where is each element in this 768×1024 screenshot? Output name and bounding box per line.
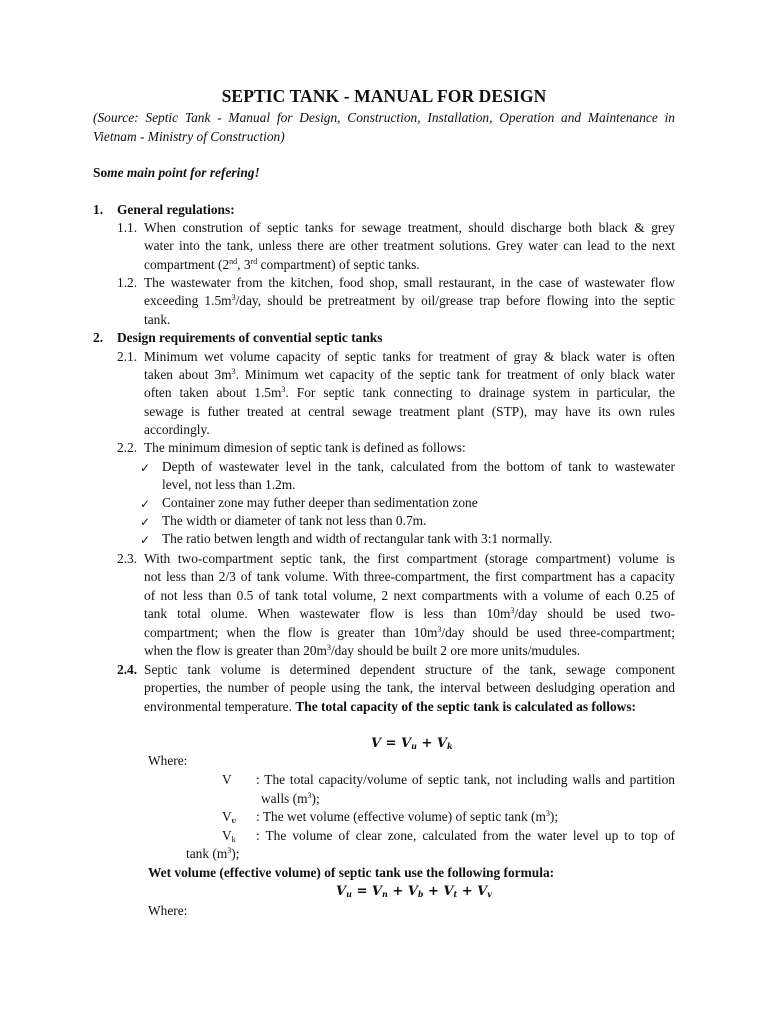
formula-wet-volume (336, 883, 492, 901)
justified-line (144, 605, 675, 623)
def-v-line-1 (256, 771, 675, 789)
check-item-3: The width or diameter of tank not less than 0.7m. (162, 513, 427, 528)
def-vu-symbol (222, 808, 236, 826)
item-2-3-line-5 (144, 624, 675, 642)
formula-symbol: V (371, 736, 382, 751)
def-v-symbol: V (222, 772, 232, 787)
check-item-text: Depth of wastewater level in the tank, calculated from the bottom of tank to wastewater (162, 459, 675, 474)
justified-line (144, 292, 675, 310)
text-fragment: tank (m (186, 846, 228, 861)
item-2-3-text-2: not less than 2/3 of tank volume. With three-compartment, the first compartment has a capacity (144, 569, 675, 584)
text-fragment: ); (231, 846, 240, 861)
item-2-3-line-1 (144, 550, 675, 568)
def-v-line-2 (261, 790, 320, 808)
checkmark-icon: ✓ (140, 497, 151, 511)
item-1-1-text-1: When constrution of septic tanks for sewage treatment, should discharge both black & grey (144, 220, 675, 235)
text-fragment: /day, should be pretreatment by oil/grease trap before flowing into the septic (235, 293, 676, 308)
item-1-1-number: 1.1. (117, 220, 138, 235)
formula-subscript: n (381, 889, 388, 899)
formula-symbol: V (371, 884, 382, 899)
text-fragment: . For septic tank connecting to drainage system in particular, the (285, 385, 675, 400)
item-2-4-text-2: properties, the number of people using the tank, the interval between desludging operation and (144, 680, 675, 695)
formula-operator: + (387, 884, 408, 899)
text-fragment: /day should be used two- (514, 606, 675, 621)
item-1-2-line-2 (144, 292, 675, 310)
item-2-3-text-3: of not less than 0.5 of tank total volume, 2 next compartments with a volume of each 0.25 of (144, 588, 675, 603)
item-1-2-line-3: tank. (144, 312, 171, 327)
item-2-3-number: 2.3. (117, 551, 138, 566)
def-v-text-1: : The total capacity/volume of septic tank, not including walls and partition (256, 772, 675, 787)
text-fragment: . Minimum wet capacity of the septic tank for treatment of only black water (235, 367, 675, 382)
formula-symbol: V (336, 884, 347, 899)
text-fragment: compartment; when the flow is greater than 10m (144, 625, 438, 640)
item-2-3-text-1: With two-compartment septic tank, the first compartment (storage compartment) volume is (144, 551, 675, 566)
text-fragment: exceeding 1.5m (144, 293, 232, 308)
text-fragment: compartment (2 (144, 257, 230, 272)
text-fragment: when the flow is greater than 20m (144, 643, 327, 658)
checkmark-icon: ✓ (140, 533, 151, 547)
item-2-3-line-3 (144, 587, 675, 605)
item-2-4-line-1 (144, 661, 675, 679)
item-1-1-line-3 (144, 256, 420, 274)
text-fragment: ); (311, 791, 320, 806)
formula-operator: + (423, 884, 444, 899)
section-1-number: 1. (93, 202, 104, 217)
formula-subscript: u (346, 889, 352, 899)
text-fragment: /day should be used three-compartment; (441, 625, 675, 640)
item-2-1-number: 2.1. (117, 349, 138, 364)
def-subscript: k (231, 835, 236, 844)
item-2-4-text-1: Septic tank volume is determined dependent structure of the tank, sewage component (144, 662, 675, 677)
check-item-1-line-1 (162, 458, 675, 476)
item-2-1-text-1: Minimum wet volume capacity of septic tanks for treatment of gray & black water is often (144, 349, 675, 364)
superscript: 3 (545, 809, 550, 818)
item-2-1-line-4 (144, 403, 675, 421)
intro-prefix: So (93, 165, 108, 180)
text-fragment: tank total olume. When wastewater flow is less than 10m (144, 606, 511, 621)
formula-symbol: V (443, 884, 454, 899)
def-vk-line-2 (186, 845, 239, 863)
checkmark-icon: ✓ (140, 461, 151, 475)
def-vk-line-1 (256, 827, 675, 845)
superscript: 3 (231, 367, 236, 376)
item-2-3-line-2 (144, 568, 675, 586)
item-1-2-number: 1.2. (117, 275, 138, 290)
formula-subscript: v (487, 889, 492, 899)
superscript: 3 (307, 791, 312, 800)
text-fragment: compartment) of septic tanks. (257, 257, 420, 272)
def-symbol: V (222, 828, 232, 843)
formula-operator: = (381, 736, 402, 751)
intro-line (93, 164, 260, 182)
source-text-1: (Source: Septic Tank - Manual for Design, Construction, Installation, Operation and Maintenance in (93, 110, 675, 125)
source-line-1 (93, 109, 675, 127)
superscript: 3 (326, 643, 331, 652)
justified-line (144, 366, 675, 384)
intro-rest: me main point for refering! (107, 165, 260, 180)
item-2-4-number: 2.4. (117, 662, 138, 677)
item-1-1-line-1 (144, 219, 675, 237)
superscript: nd (229, 257, 238, 266)
item-2-1-line-5: accordingly. (144, 422, 210, 437)
wet-volume-heading: Wet volume (effective volume) of septic tank use the following formula: (148, 865, 555, 880)
superscript: 3 (437, 625, 442, 634)
formula-subscript: u (411, 741, 417, 751)
formula-operator: = (351, 884, 372, 899)
item-1-2-line-1 (144, 274, 675, 292)
check-item-2: Container zone may futher deeper than sedimentation zone (162, 495, 478, 510)
justified-line (144, 624, 675, 642)
item-1-2-text-1: The wastewater from the kitchen, food shop, small restaurant, in the case of wastewater flow (144, 275, 675, 290)
text-fragment: often taken about 1.5m (144, 385, 282, 400)
item-2-3-line-4 (144, 605, 675, 623)
where-label-1: Where: (148, 753, 188, 768)
section-1-heading: General regulations: (117, 202, 235, 217)
checkmark-icon: ✓ (140, 515, 151, 529)
formula-operator: + (416, 736, 437, 751)
formula-subscript: k (447, 741, 453, 751)
justified-line (144, 384, 675, 402)
superscript: 3 (227, 846, 232, 855)
item-2-1-text-4: sewage is futher treated at central sewage treatment plant (STP), may have its own rules (144, 404, 675, 419)
item-2-2-line-1: The minimum dimesion of septic tank is defined as follows: (144, 440, 466, 455)
formula-subscript: b (417, 889, 424, 899)
formula-symbol: V (477, 884, 488, 899)
item-1-1-text-2: water into the tank, unless there are other treatment solutions. Grey water can lead to the next (144, 238, 675, 253)
text-fragment: , 3 (237, 257, 251, 272)
formula-symbol: V (407, 884, 418, 899)
superscript: 3 (510, 606, 515, 615)
def-vk-text-1: : The volume of clear zone, calculated from the water level up to top of (256, 828, 675, 843)
text-fragment: : The wet volume (effective volume) of septic tank (m (256, 809, 546, 824)
page-title: SEPTIC TANK - MANUAL FOR DESIGN (221, 86, 547, 106)
item-2-3-line-6 (144, 642, 580, 660)
text-fragment: walls (m (261, 791, 308, 806)
item-2-2-number: 2.2. (117, 440, 138, 455)
formula-symbol: V (436, 736, 448, 751)
bold-text: The total capacity of the septic tank is calculated as follows: (295, 699, 637, 714)
text-fragment: environmental temperature. (144, 699, 296, 714)
check-item-1-line-2: level, not less than 1.2m. (162, 477, 296, 492)
def-subscript: ᴜ (231, 816, 237, 825)
superscript: rd (250, 257, 258, 266)
formula-symbol: V (401, 736, 412, 751)
formula-subscript: t (453, 889, 458, 899)
text-fragment: ); (549, 809, 559, 824)
check-item-4: The ratio betwen length and width of rectangular tank with 3:1 normally. (162, 531, 553, 546)
def-vk-symbol (222, 827, 236, 845)
item-2-1-line-3 (144, 384, 675, 402)
section-2-number: 2. (93, 330, 104, 345)
formula-total-capacity (371, 735, 453, 753)
item-1-1-line-2 (144, 237, 675, 255)
text-fragment: taken about 3m (144, 367, 232, 382)
item-2-1-line-2 (144, 366, 675, 384)
formula-operator: + (457, 884, 478, 899)
item-2-4-line-3 (144, 698, 636, 716)
source-line-2: Vietnam - Ministry of Construction) (93, 129, 285, 144)
def-vu-line-1 (256, 808, 558, 826)
text-fragment: /day should be built 2 ore more units/mudules. (330, 643, 581, 658)
superscript: 3 (231, 293, 236, 302)
item-2-4-line-2 (144, 679, 675, 697)
superscript: 3 (281, 385, 286, 394)
section-2-heading: Design requirements of convential septic tanks (117, 330, 383, 345)
where-label-2: Where: (148, 903, 188, 918)
item-2-1-line-1 (144, 348, 675, 366)
def-symbol: V (222, 809, 232, 824)
